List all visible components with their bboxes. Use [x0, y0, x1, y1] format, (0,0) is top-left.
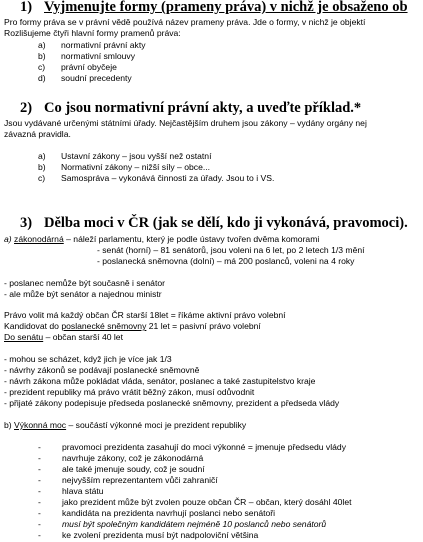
heading-number: 3) — [20, 215, 33, 231]
list-item: - kandidáta na prezidenta navrhují poslanci nebo senátoři — [38, 508, 276, 518]
heading-2 — [20, 100, 361, 117]
paragraph: a) zákonodárná – náleží parlamentu, který je podle ústavy tvořen dvěma komorami — [4, 234, 320, 244]
list-item: a) normativní právní akty — [38, 40, 146, 50]
list-item: - nejvyšším reprezentantem vůči zahraničí — [38, 475, 218, 485]
paragraph: Jsou vydávané určenými státními úřady. Nejčastějším druhem jsou zákony – vydány orgány nej — [4, 118, 367, 128]
heading-number: 2) — [20, 100, 33, 116]
list-item: b) normativní smlouvy — [38, 51, 136, 61]
list-item: - musí být společným kandidátem nejméně 10 poslanců nebo senátorů — [38, 519, 327, 529]
paragraph: b) Výkonná moc – součástí výkonné moci je prezident republiky — [4, 420, 247, 430]
list-item: a) Ustavní zákony – jsou vyšší než ostatní — [38, 151, 212, 161]
list-item: - pravomoci prezidenta zasahují do moci výkonné = jmenuje předsedu vlády — [38, 442, 346, 452]
heading-1 — [20, 0, 408, 16]
list-item: - poslanecká sněmovna (dolní) – má 200 poslanců, voleni na 4 roky — [97, 256, 355, 266]
list-item: - navrhuje zákony, což je zákonodárná — [38, 453, 204, 463]
paragraph: závazná pravidla. — [4, 129, 71, 139]
heading-text: Vyjmenujte formy (prameny práva) v nichž je obsaženo ob — [44, 0, 408, 15]
list-item: - prezident republiky má právo vrátit běžný zákon, musí odůvodnit — [4, 387, 255, 397]
list-item: c) právní obyčeje — [38, 62, 117, 72]
list-item: - návrh zákona může pokládat vláda, senátor, poslanec a také zastupitelstvo kraje — [4, 376, 316, 386]
heading-3 — [20, 215, 408, 232]
list-item: - hlava státu — [38, 486, 104, 496]
paragraph: Rozlišujeme čtyři hlavní formy pramenů práva: — [4, 28, 181, 38]
list-item: - mohou se scházet, když jich je více jak 1/3 — [4, 354, 172, 364]
paragraph: Pro formy práva se v právní vědě používá název prameny práva. Jde o formy, v nichž je objektí — [4, 17, 366, 27]
list-item: - návrhy zákonů se podávají poslanecké sněmovně — [4, 365, 200, 375]
heading-text: Co jsou normativní právní akty, a uveďte příklad.* — [44, 100, 362, 116]
list-item: - jako prezident může být zvolen pouze občan ČR – občan, který dosáhl 40let — [38, 497, 352, 507]
list-item: - ke zvolení prezidenta musí být nadpoloviční většina — [38, 530, 259, 540]
list-item: - ale také jmenuje soudy, což je soudní — [38, 464, 205, 474]
list-item: d) soudní precedenty — [38, 73, 132, 83]
paragraph: Kandidovat do poslanecké sněmovny 21 let = pasivní právo volební — [4, 321, 261, 331]
heading-text: Dělba moci v ČR (jak se dělí, kdo ji vykonává, pravomoci). — [44, 215, 408, 231]
paragraph: - ale může být senátor a najednou ministr — [4, 289, 162, 299]
term-executive: Výkonná moc — [14, 420, 67, 430]
list-item: b) Normativní zákony – nižší síly – obce... — [38, 162, 211, 172]
list-item: c) Samospráva – vykonává činnosti za úřady. Jsou to i VS. — [38, 173, 275, 183]
list-item: - senát (horní) – 81 senátorů, jsou voleni na 6 let, po 2 letech 1/3 mění — [97, 245, 365, 255]
paragraph: Právo volit má každý občan ČR starší 18let = říkáme aktivní právo volební — [4, 310, 286, 320]
paragraph: Do senátu – občan starší 40 let — [4, 332, 123, 342]
paragraph: - poslanec nemůže být současně i senátor — [4, 278, 165, 288]
term-legislative: zákonodárná — [14, 234, 64, 244]
list-item: - přijaté zákony podepisuje předseda poslanecké sněmovny, prezident a předseda vlády — [4, 398, 340, 408]
heading-number: 1) — [20, 0, 33, 15]
